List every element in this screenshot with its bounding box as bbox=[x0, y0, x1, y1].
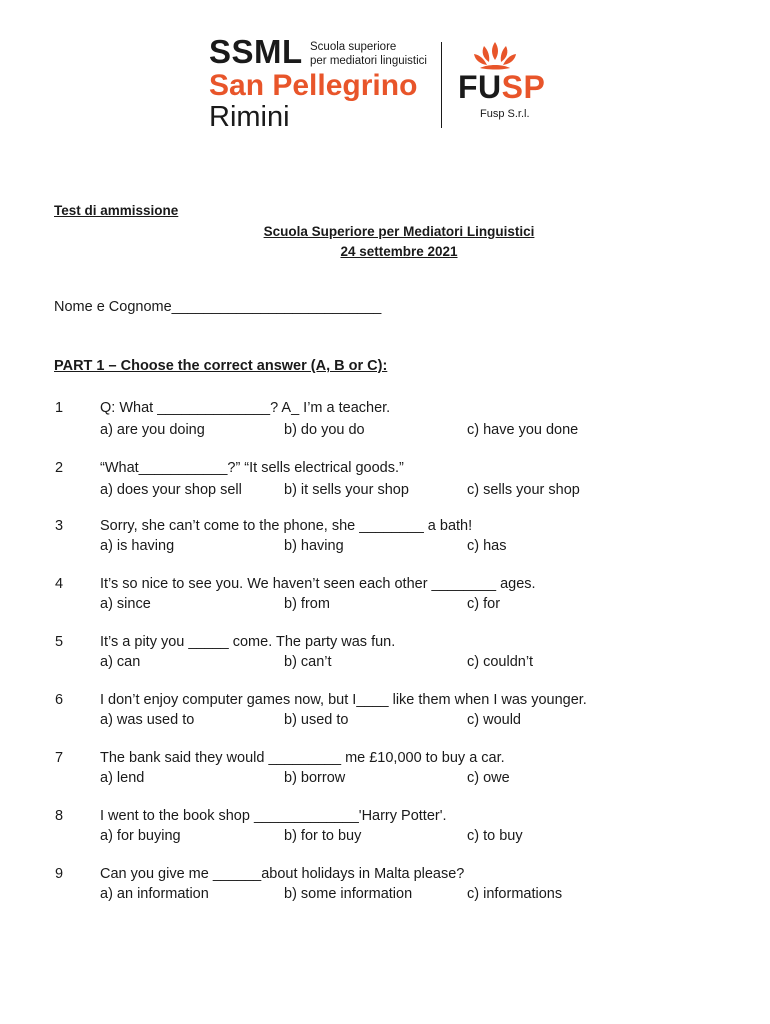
option-a[interactable]: a) does your shop sell bbox=[100, 482, 242, 498]
question-item bbox=[0, 634, 770, 674]
option-b[interactable]: b) can’t bbox=[284, 654, 332, 670]
question-text: Q: What ______________? A_ I’m a teacher. bbox=[100, 400, 391, 416]
question-item bbox=[0, 866, 770, 906]
option-a[interactable]: a) lend bbox=[100, 770, 145, 786]
logo-fusp-fu: FU bbox=[458, 69, 502, 105]
logo-fusp-sp: SP bbox=[501, 69, 546, 105]
option-b[interactable]: b) borrow bbox=[284, 770, 346, 786]
option-c[interactable]: c) owe bbox=[467, 770, 510, 786]
part-title: PART 1 – Choose the correct answer (A, B or C): bbox=[54, 358, 388, 374]
option-c[interactable]: c) has bbox=[467, 538, 507, 554]
question-number: 2 bbox=[55, 460, 64, 476]
option-b[interactable]: b) from bbox=[284, 596, 330, 612]
option-c[interactable]: c) couldn’t bbox=[467, 654, 534, 670]
logo-subtitle-line2: per mediatori linguistici bbox=[310, 55, 427, 67]
option-a[interactable]: a) since bbox=[100, 596, 151, 612]
option-a[interactable]: a) was used to bbox=[100, 712, 195, 728]
option-a[interactable]: a) an information bbox=[100, 886, 209, 902]
question-text: “What___________?” “It sells electrical goods.” bbox=[100, 460, 404, 476]
question-item bbox=[0, 750, 770, 790]
option-c[interactable]: c) would bbox=[467, 712, 521, 728]
question-number: 5 bbox=[55, 634, 64, 650]
question-text: The bank said they would _________ me £10,000 to buy a car. bbox=[100, 750, 505, 766]
logo-divider bbox=[441, 42, 442, 128]
logo-subtitle-line1: Scuola superiore bbox=[310, 41, 397, 53]
logo-fusp bbox=[458, 70, 545, 104]
question-item bbox=[0, 576, 770, 616]
option-b[interactable]: b) used to bbox=[284, 712, 349, 728]
option-b[interactable]: b) some information bbox=[284, 886, 413, 902]
question-text: Sorry, she can’t come to the phone, she ________ a bath! bbox=[100, 518, 473, 534]
option-a[interactable]: a) is having bbox=[100, 538, 175, 554]
option-c[interactable]: c) informations bbox=[467, 886, 563, 902]
question-item bbox=[0, 808, 770, 848]
question-text: Can you give me ______about holidays in Malta please? bbox=[100, 866, 465, 882]
name-field[interactable]: Nome e Cognome__________________________ bbox=[54, 299, 382, 315]
question-text: It’s a pity you _____ come. The party was fun. bbox=[100, 634, 396, 650]
question-number: 8 bbox=[55, 808, 64, 824]
option-c[interactable]: c) to buy bbox=[467, 828, 523, 844]
option-a[interactable]: a) for buying bbox=[100, 828, 181, 844]
option-b[interactable]: b) it sells your shop bbox=[284, 482, 409, 498]
question-number: 4 bbox=[55, 576, 64, 592]
question-number: 3 bbox=[55, 518, 64, 534]
option-c[interactable]: c) have you done bbox=[467, 422, 579, 438]
question-item bbox=[0, 460, 770, 500]
option-c[interactable]: c) for bbox=[467, 596, 501, 612]
question-number: 7 bbox=[55, 750, 64, 766]
test-date: 24 settembre 2021 bbox=[340, 244, 458, 259]
logo-san-pellegrino: San Pellegrino bbox=[209, 69, 418, 102]
option-a[interactable]: a) can bbox=[100, 654, 141, 670]
test-title: Test di ammissione bbox=[54, 203, 179, 218]
logo-subtitle bbox=[310, 40, 427, 68]
option-b[interactable]: b) having bbox=[284, 538, 344, 554]
option-c[interactable]: c) sells your shop bbox=[467, 482, 580, 498]
option-b[interactable]: b) do you do bbox=[284, 422, 365, 438]
school-name: Scuola Superiore per Mediatori Linguistici bbox=[263, 224, 535, 239]
question-number: 6 bbox=[55, 692, 64, 708]
option-b[interactable]: b) for to buy bbox=[284, 828, 362, 844]
question-text: I don’t enjoy computer games now, but I____ like them when I was younger. bbox=[100, 692, 587, 708]
question-item bbox=[0, 400, 770, 440]
logo-fusp-srl: Fusp S.r.l. bbox=[480, 108, 530, 120]
logo-rimini: Rimini bbox=[209, 101, 290, 133]
logo-ssml: SSML bbox=[209, 33, 303, 70]
question-number: 9 bbox=[55, 866, 64, 882]
question-text: I went to the book shop _____________'Harry Potter'. bbox=[100, 808, 447, 824]
question-item bbox=[0, 518, 770, 558]
option-a[interactable]: a) are you doing bbox=[100, 422, 205, 438]
question-text: It’s so nice to see you. We haven’t seen each other ________ ages. bbox=[100, 576, 536, 592]
question-item bbox=[0, 692, 770, 732]
question-number: 1 bbox=[55, 400, 64, 416]
